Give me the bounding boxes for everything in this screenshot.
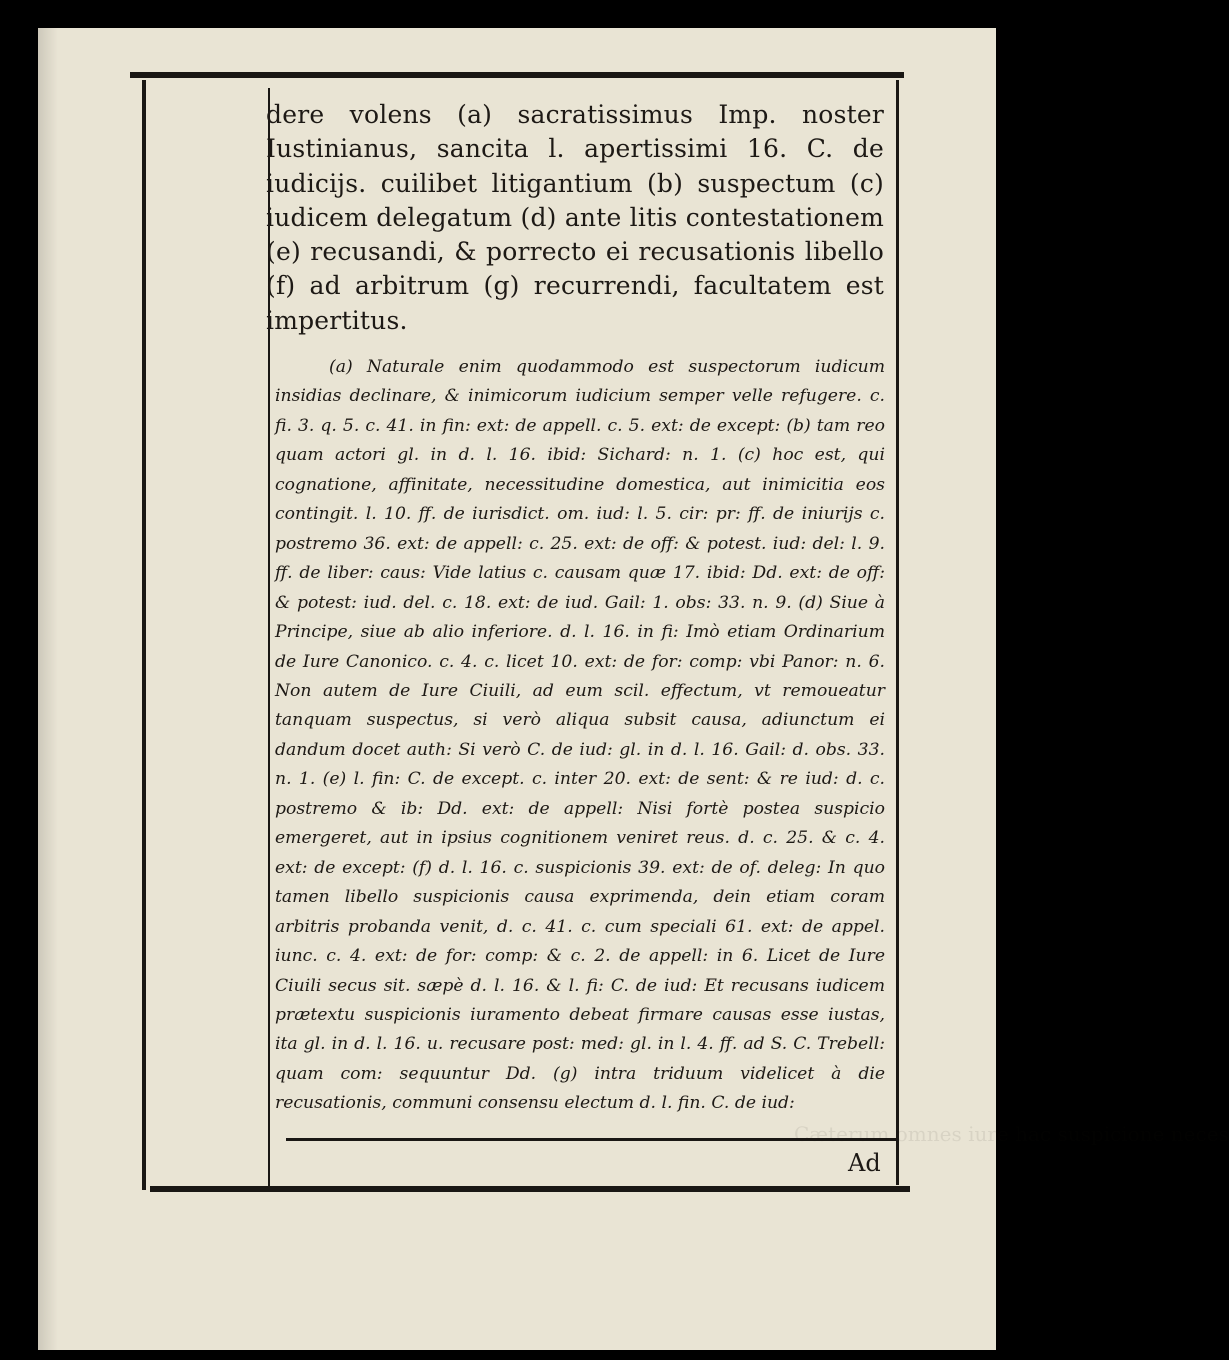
page-fold-shadow — [38, 28, 58, 1350]
top-rule — [130, 72, 904, 78]
catchword: Ad — [848, 1149, 881, 1177]
bottom-rule — [150, 1186, 910, 1192]
footnotes-text: (a) Naturale enim quodammodo est suspectorum iudicum insidias declinare, & inimicorum iudicium semper velle refugere. c. fi. 3. q. 5. c. 41. in fin: ext: de appell. c. 5. ext: de except: (b) tam reo quam actori gl. in d. l. 16. ibid: Sichard: n. 1. (c) hoc est, qui cognatione, affinitate, necessitudine domestica, aut inimicitia eos contingit. l. 10. ff. de iurisdict. om. iud: l. 5. cir: pr: ff. de iniurijs c. postremo 36. ext: de appell: c. 25. ext: de off: & potest. iud: del: l. 9. ff. de liber: caus: Vide latius c. causam quæ 17. ibid: Dd. ext: de off: & potest: iud. del. c. 18. ext: de iud. Gail: 1. obs: 33. n. 9. (d) Siue à Principe, siue ab alio inferiore. d. l. 16. in fi: Imò etiam Ordinarium de Iure Canonico. c. 4. c. licet 10. ext: de for: comp: vbi Panor: n. 6. Non autem de Iure Ciuili, ad eum scil. effectum, vt remoueatur tanquam suspectus, si verò aliqua subsit causa, adiunctum ei dandum docet auth: Si verò C. de iud: gl. in d. l. 16. Gail: d. obs. 33. n. 1. (e) l. fin: C. de except. c. inter 20. ext: de sent: & re iud: d. c. postremo & ib: Dd. ext: de appell: Nisi fortè postea suspicio emergeret, aut in ipsius cognitionem veniret reus. d. c. 25. & c. 4. ext: de except: (f) d. l. 16. c. suspicionis 39. ext: de of. deleg: In quo tamen libello suspicionis causa exprimenda, dein etiam coram arbitris probanda venit, d. c. 41. c. cum speciali 61. ext: de appel. iunc. c. 4. ext: de for: comp: & c. 2. de appell: in 6. Licet de Iure Ciuili secus sit. sæpè d. l. 16. & l. fi: C. de iud: Et recusans iudicem prætextu suspicionis iuramento debeat firmare causas esse iustas, ita gl. in d. l. 16. u. recusare post: med: gl. in l. 4. ff. ad S. C. Trebell: quam com: sequuntur Dd. (g) intra triduum videlicet à die recusationis, communi consensu electum d. l. fin. C. de iud: — [275, 357, 885, 1114]
footnotes-block — [275, 353, 885, 1119]
main-text-block: dere volens (a) sacratissimus Imp. noster Iustinianus, sancita l. apertissimi 16. C. de iudicijs. cuilibet litigantium (b) suspectum (c) iudicem delegatum (d) ante litis contestationem (e) recusandi, & porrecto ei recusationis libello (f) ad arbitrum (g) recurrendi, facultatem est impertitus. — [266, 100, 884, 335]
left-border-rule — [142, 80, 146, 1190]
bleed-through-text: Cæterum omnes iure hac suspicione neces — [794, 1122, 1229, 1146]
book-page — [38, 28, 1229, 1350]
right-border-rule — [896, 80, 899, 1185]
